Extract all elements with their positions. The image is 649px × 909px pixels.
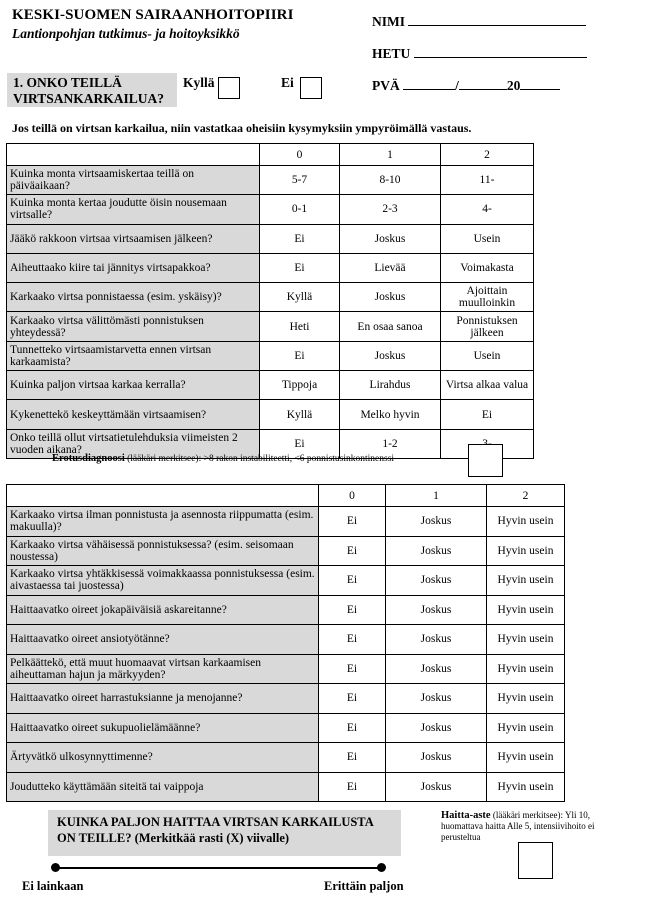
question-cell: Kykenettekö keskeyttämään virtsaamisen?: [7, 400, 260, 429]
date-day-line[interactable]: [403, 79, 455, 90]
answer-option-0[interactable]: Kyllä: [260, 283, 340, 312]
answer-option-1[interactable]: Joskus: [386, 713, 487, 743]
answer-option-0[interactable]: Ei: [319, 654, 386, 684]
question-cell: Ärtyvätkö ulkosynnyttimenne?: [7, 743, 319, 773]
differential-diagnosis-title: Erotusdiagnoosi: [52, 453, 125, 464]
no-checkbox[interactable]: [300, 77, 322, 99]
question1-line1: 1. ONKO TEILLÄ: [13, 75, 122, 90]
score-header-2: 2: [441, 144, 534, 166]
answer-option-2[interactable]: Usein: [441, 341, 534, 370]
answer-option-0[interactable]: Ei: [319, 625, 386, 655]
question-cell: Kuinka monta virtsaamiskertaa teillä on päiväaikaan?: [7, 166, 260, 195]
hetu-field: [372, 46, 587, 62]
answer-option-0[interactable]: 5-7: [260, 166, 340, 195]
answer-option-0[interactable]: Tippoja: [260, 371, 340, 400]
table-header-row: [7, 144, 534, 166]
answer-option-1[interactable]: Joskus: [340, 283, 441, 312]
question-cell: Haittaavatko oireet ansiotyötänne?: [7, 625, 319, 655]
date-year-prefix: 20: [506, 78, 521, 93]
answer-option-1[interactable]: En osaa sanoa: [340, 312, 441, 341]
answer-option-0[interactable]: Ei: [319, 684, 386, 714]
table-row: [7, 312, 534, 341]
yes-checkbox[interactable]: [218, 77, 240, 99]
answer-option-1[interactable]: Joskus: [386, 536, 487, 566]
question-cell: Karkaako virtsa ilman ponnistusta ja asennosta riippumatta (esim. makuulla)?: [7, 507, 319, 537]
answer-option-0[interactable]: Ei: [319, 566, 386, 596]
answer-option-0[interactable]: Ei: [319, 595, 386, 625]
answer-option-2[interactable]: Hyvin usein: [487, 772, 565, 802]
table-row: [7, 595, 565, 625]
answer-option-0[interactable]: Ei: [319, 772, 386, 802]
answer-option-2[interactable]: Hyvin usein: [487, 595, 565, 625]
yes-label: Kyllä: [183, 75, 215, 90]
answer-option-0[interactable]: Heti: [260, 312, 340, 341]
answer-option-2[interactable]: Ei: [441, 400, 534, 429]
answer-option-0[interactable]: Ei: [260, 429, 340, 458]
scale-end-dot: [377, 863, 386, 872]
answer-option-1[interactable]: Joskus: [340, 341, 441, 370]
answer-option-1[interactable]: Joskus: [386, 684, 487, 714]
answer-option-2[interactable]: Hyvin usein: [487, 654, 565, 684]
burden-grade-note: [441, 810, 631, 843]
answer-option-1[interactable]: Joskus: [386, 654, 487, 684]
question-cell: Karkaako virtsa vähäisessä ponnistuksessa? (esim. seisomaan noustessa): [7, 536, 319, 566]
burden-grade-box[interactable]: [518, 842, 553, 879]
hetu-line[interactable]: [414, 47, 587, 58]
answer-option-2[interactable]: Virtsa alkaa valua: [441, 371, 534, 400]
name-label: NIMI: [372, 14, 405, 29]
burden-question-line1: KUINKA PALJON HAITTAA VIRTSAN KARKAILUSTA: [57, 815, 374, 829]
symptom-table-2: [6, 484, 565, 802]
answer-option-1[interactable]: Joskus: [340, 224, 441, 253]
answer-option-0[interactable]: Ei: [319, 536, 386, 566]
table-row: [7, 400, 534, 429]
table-row: [7, 224, 534, 253]
answer-option-1[interactable]: 8-10: [340, 166, 441, 195]
burden-question-line2: ON TEILLE? (Merkitkää rasti (X) viivalle): [57, 831, 290, 845]
answer-option-2[interactable]: Hyvin usein: [487, 684, 565, 714]
answer-option-0[interactable]: Ei: [319, 713, 386, 743]
question-cell: Haittaavatko oireet jokapäiväisiä askareitanne?: [7, 595, 319, 625]
date-field: [372, 78, 560, 94]
date-slash: /: [455, 78, 459, 93]
score-header-0: 0: [260, 144, 340, 166]
table-row: [7, 772, 565, 802]
answer-option-1[interactable]: Joskus: [386, 772, 487, 802]
table-row: [7, 566, 565, 596]
question-cell: Tunnetteko virtsaamistarvetta ennen virtsan karkaamista?: [7, 341, 260, 370]
date-year-line[interactable]: [520, 79, 560, 90]
header-blank-cell: [7, 144, 260, 166]
answer-option-2[interactable]: 4-: [441, 195, 534, 224]
question-cell: Pelkäättekö, että muut huomaavat virtsan karkaamisen aiheuttaman hajun ja märkyyden?: [7, 654, 319, 684]
answer-option-0[interactable]: Kyllä: [260, 400, 340, 429]
answer-option-2[interactable]: Hyvin usein: [487, 566, 565, 596]
burden-grade-title: Haitta-aste: [441, 810, 491, 821]
table-row: [7, 625, 565, 655]
question1-box: [7, 73, 177, 107]
score-header-1: 1: [386, 485, 487, 507]
date-label: PVÄ: [372, 78, 400, 93]
answer-option-1[interactable]: Lirahdus: [340, 371, 441, 400]
answer-option-0[interactable]: Ei: [319, 743, 386, 773]
question-cell: Aiheuttaako kiire tai jännitys virtsapakkoa?: [7, 253, 260, 282]
answer-option-2[interactable]: Hyvin usein: [487, 536, 565, 566]
question-cell: Haittaavatko oireet harrastuksianne ja menojanne?: [7, 684, 319, 714]
question-cell: Jouduttеko käyttämään siteitä tai vaippoja: [7, 772, 319, 802]
answer-option-1[interactable]: Joskus: [386, 743, 487, 773]
answer-option-2[interactable]: Hyvin usein: [487, 713, 565, 743]
date-month-line[interactable]: [459, 79, 507, 90]
table-row: [7, 371, 534, 400]
answer-option-2[interactable]: Ponnistuksen jälkeen: [441, 312, 534, 341]
answer-option-1[interactable]: Melko hyvin: [340, 400, 441, 429]
question-cell: Jääkö rakkoon virtsaa virtsaamisen jälkeen?: [7, 224, 260, 253]
answer-option-1[interactable]: 2-3: [340, 195, 441, 224]
table-row: [7, 536, 565, 566]
scale-right-label: Erittäin paljon: [324, 879, 404, 893]
answer-option-2[interactable]: Hyvin usein: [487, 625, 565, 655]
differential-diagnosis-box[interactable]: [468, 444, 503, 477]
table-row: [7, 713, 565, 743]
question-cell: Onko teillä ollut virtsatietulehduksia viimeisten 2 vuoden aikana?: [7, 429, 260, 458]
differential-diagnosis-text: (lääkäri merkitsee): >8 rakon instabiliteetti, <6 ponnistusinkontinenssi: [127, 454, 395, 464]
organization-title: KESKI-SUOMEN SAIRAANHOITOPIIRI: [12, 7, 294, 23]
answer-option-2[interactable]: Hyvin usein: [487, 743, 565, 773]
answer-option-2[interactable]: Ajoittain muulloinkin: [441, 283, 534, 312]
answer-option-0[interactable]: Ei: [260, 253, 340, 282]
question-cell: Karkaako virtsa yhtäkkisessä voimakkaassa ponnistuksessa (esim. aivastaessa tai juostessa): [7, 566, 319, 596]
answer-option-2[interactable]: Hyvin usein: [487, 507, 565, 537]
question1-line2: VIRTSANKARKAILUA?: [13, 91, 165, 106]
table-row: [7, 507, 565, 537]
table-row: [7, 684, 565, 714]
header-blank-cell: [7, 485, 319, 507]
table-row: [7, 195, 534, 224]
unit-subtitle: Lantionpohjan tutkimus- ja hoitoyksikkö: [12, 26, 240, 41]
scale-start-dot: [51, 863, 60, 872]
name-field: [372, 14, 586, 30]
table-row: [7, 654, 565, 684]
table-row: [7, 283, 534, 312]
answer-option-0[interactable]: Ei: [260, 341, 340, 370]
burden-question-box: [48, 810, 401, 856]
instructions-text: Jos teillä on virtsan karkailua, niin vastatkaa oheisiin kysymyksiin ympyröimällä vastaus.: [12, 121, 472, 135]
table-row: [7, 166, 534, 195]
question-cell: Karkaako virtsa välittömästi ponnistuksen yhteydessä?: [7, 312, 260, 341]
scale-left-label: Ei lainkaan: [22, 879, 84, 893]
table-row: [7, 253, 534, 282]
question-cell: Kuinka monta kertaa joudutte öisin nousemaan virtsalle?: [7, 195, 260, 224]
answer-option-0[interactable]: Ei: [319, 507, 386, 537]
table-row: [7, 341, 534, 370]
question-cell: Kuinka paljon virtsaa karkaa kerralla?: [7, 371, 260, 400]
name-line[interactable]: [408, 15, 586, 26]
differential-diagnosis-note: [52, 453, 394, 464]
answer-option-1[interactable]: Joskus: [386, 625, 487, 655]
answer-option-2[interactable]: Usein: [441, 224, 534, 253]
answer-option-1[interactable]: Joskus: [386, 595, 487, 625]
burden-scale-line[interactable]: [55, 867, 382, 869]
answer-option-0[interactable]: 0-1: [260, 195, 340, 224]
table-row: [7, 743, 565, 773]
no-label: Ei: [281, 75, 294, 90]
burden-grade-text: (lääkäri merkitsee): Yli 10, huomattava haitta Alle 5, intensiivihoito ei perusteltua: [441, 810, 595, 842]
answer-option-2[interactable]: 11-: [441, 166, 534, 195]
table-header-row: [7, 485, 565, 507]
answer-option-1[interactable]: Joskus: [386, 566, 487, 596]
answer-option-2[interactable]: Voimakasta: [441, 253, 534, 282]
score-header-2: 2: [487, 485, 565, 507]
score-header-0: 0: [319, 485, 386, 507]
answer-option-1[interactable]: Joskus: [386, 507, 487, 537]
score-header-1: 1: [340, 144, 441, 166]
question-cell: Karkaako virtsa ponnistaessa (esim. yskäisy)?: [7, 283, 260, 312]
answer-option-0[interactable]: Ei: [260, 224, 340, 253]
symptom-table-1: [6, 143, 534, 459]
answer-option-1[interactable]: 1-2: [340, 429, 441, 458]
question-cell: Haittaavatko oireet sukupuolielämäänne?: [7, 713, 319, 743]
hetu-label: HETU: [372, 46, 411, 61]
answer-option-1[interactable]: Lievää: [340, 253, 441, 282]
